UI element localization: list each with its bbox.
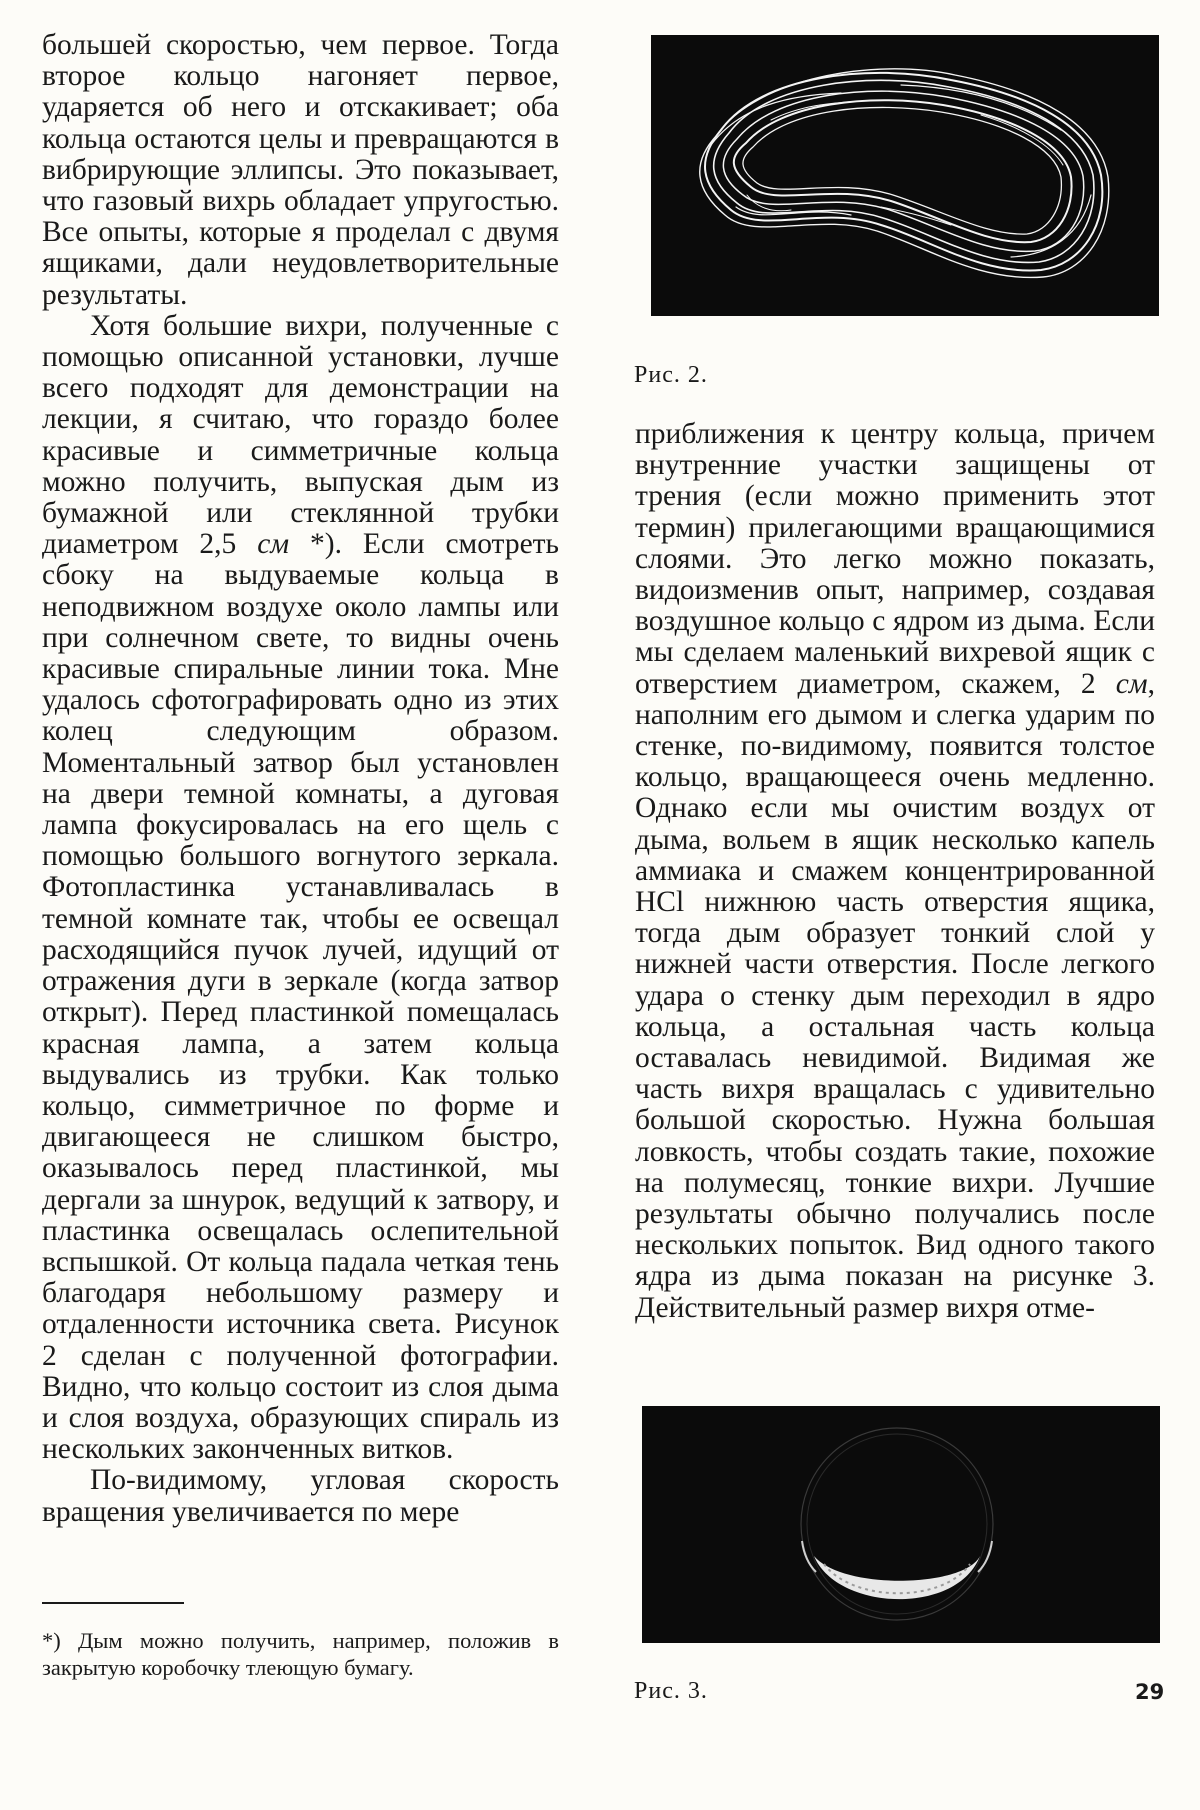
left-text-column (42, 30, 559, 1528)
page-number: 29 (1135, 1680, 1165, 1704)
crescent-vortex-image (642, 1406, 1160, 1643)
unit-cm: см (257, 528, 290, 561)
footnote: *) Дым можно получить, например, положив в закрытую коробочку тлеющую бумагу. (42, 1628, 559, 1680)
figure-2-smoke-ring-photo (651, 35, 1159, 316)
paragraph: большей скоростью, чем первое. Тогда второе кольцо нагоняет первое, ударяется об него и отскакивает; оба кольца остаются целы и превращаются в вибрирующие эллипсы. Это показывает, что газовый вихрь обладает упругостью. Все опыты, которые я проделал с двумя ящиками, дали неудовлетворительные результаты. (42, 29, 559, 311)
paragraph: По-видимому, угловая скорость вращения увеличивается по мере (42, 1464, 559, 1528)
paragraph (42, 311, 559, 1466)
right-text-column (635, 419, 1155, 1324)
footnote-divider (42, 1602, 184, 1604)
figure-3-smoke-core-photo (642, 1406, 1160, 1643)
smoke-ring-spiral-image (651, 35, 1159, 316)
paragraph (635, 419, 1155, 1324)
paragraph-text: , наполним его дымом и слегка ударим по стенке, по-видимому, появится толстое кольцо, вращающееся очень медленно. Однако если мы очистим воздух от дыма, вольем в ящик несколько капель аммиака и смажем концентрированной HCl нижнюю часть отверстия ящика, тогда дым образует тонкий слой у нижней части отверстия. После легкого удара о стенку дым переходил в ядро кольца, а остальная часть кольца оставалась невидимой. Видимая же часть вихря вращалась с удивительно большой скоростью. Нужна большая ловкость, чтобы создать такие, похожие на полумесяц, тонкие вихри. Лучшие результаты обычно получались после нескольких попыток. Вид одного такого ядра из дыма показан на рисунке 3. Действительный размер вихря отме- (635, 667, 1155, 1324)
figure-2-caption: Рис. 2. (634, 362, 708, 388)
paragraph-text: приближения к центру кольца, причем внутренние участки защищены от трения (если можно применить этот термин) прилегающими вращающимися слоями. Это легко можно показать, видоизменив опыт, например, создавая воздушное кольцо с ядром из дыма. Если мы сделаем маленький вихревой ящик с отверстием диаметром, скажем, 2 (635, 418, 1155, 700)
unit-cm: см (1115, 667, 1148, 700)
paragraph-text: *). Если смотреть сбоку на выдуваемые кольца в неподвижном воздухе около лампы или при солнечном свете, то видны очень красивые спиральные линии тока. Мне удалось сфотографировать одно из этих колец следующим образом. Моментальный затвор был установлен на двери темной комнаты, а дуговая лампа фокусировалась на его щель с помощью большого вогнутого зеркала. Фотопластинка устанавливалась в темной комнате так, чтобы ее освещал расходящийся пучок лучей, идущий от отражения дуги в зеркале (когда затвор открыт). Перед пластинкой помещалась красная лампа, а затем кольца выдувались из трубки. Как только кольцо, симметричное по форме и двигающееся не слишком быстро, оказывалось перед пластинкой, мы дергали за шнурок, ведущий к затвору, и пластинка освещалась ослепительной вспышкой. От кольца падала четкая тень благодаря небольшому размеру и отдаленности источника света. Рисунок 2 сделан с полученной фотографии. Видно, что кольцо состоит из слоя дыма и слоя воздуха, образующих спираль из нескольких законченных витков. (42, 528, 560, 1466)
paragraph-text: Хотя большие вихри, полученные с помощью описанной установки, лучше всего подходят для демонстрации на лекции, я считаю, что гораздо более красивые и симметричные кольца можно получить, выпуская дым из бумажной или стеклянной трубки диаметром 2,5 (42, 309, 559, 561)
figure-3-caption: Рис. 3. (634, 1678, 708, 1704)
